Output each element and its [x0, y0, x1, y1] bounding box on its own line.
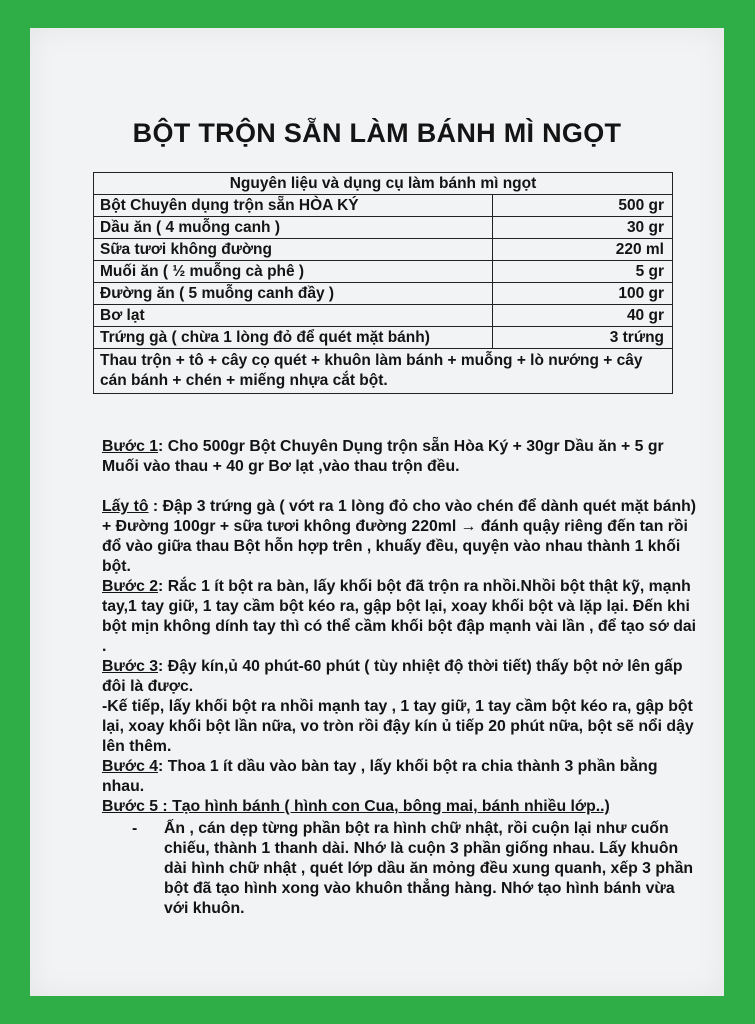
table-row-tools: [94, 349, 673, 394]
step-2: [102, 577, 702, 657]
step-3-continued: -Kế tiếp, lấy khối bột ra nhồi mạnh tay , 1 tay giữ, 1 tay cầm bột kéo ra, gập bột lại, xoay khối bột lần nữa, vo tròn rồi đậy kín ủ tiếp 20 phút nữa, bột sẽ nổi dậy lên thêm.: [102, 698, 694, 755]
document-page: [30, 28, 724, 996]
lay-to-text: : Đập 3 trứng gà ( vớt ra 1 lòng đỏ cho vào chén để dành quét mặt bánh) + Đường 100gr + sữa tươi không đường 220ml → đánh quậy riêng đến tan rồi đổ vào giữa thau Bột hỗn hợp trên , khuấy đều, quyện vào nhau thành 1 khối bột.: [102, 498, 697, 575]
step-4-label: Bước 4: [102, 758, 159, 775]
ingredient-qty: 30 gr: [493, 217, 673, 239]
ingredient-name: Đường ăn ( 5 muỗng canh đầy ): [94, 283, 493, 305]
step-lay-to: [102, 497, 702, 577]
ingredient-name: Bột Chuyên dụng trộn sẵn HÒA KÝ: [94, 195, 493, 217]
ingredient-name: Muối ăn ( ½ muỗng cà phê ): [94, 261, 493, 283]
ingredient-qty: 5 gr: [493, 261, 673, 283]
table-header-row: [94, 173, 673, 195]
instructions: [102, 437, 702, 919]
ingredient-name: Sữa tươi không đường: [94, 239, 493, 261]
table-row: [94, 239, 673, 261]
ingredient-qty: 3 trứng: [493, 327, 673, 349]
table-row: [94, 261, 673, 283]
page-title: BỘT TRỘN SẴN LÀM BÁNH MÌ NGỌT: [132, 118, 622, 148]
bullet-dash: -: [132, 820, 138, 837]
ingredients-table: [93, 172, 673, 394]
ingredient-qty: 220 ml: [493, 239, 673, 261]
step-5-heading: Bước 5 : Tạo hình bánh ( hình con Cua, bông mai, bánh nhiều lớp..): [102, 798, 610, 815]
step-3-label: Bước 3: [102, 658, 159, 675]
step-2-label: Bước 2: [102, 578, 159, 595]
tools-list: Thau trộn + tô + cây cọ quét + khuôn làm bánh + muỗng + lò nướng + cây cán bánh + chén + miếng nhựa cắt bột.: [94, 349, 673, 394]
table-row: [94, 305, 673, 327]
list-item: [102, 819, 702, 919]
lay-to-label: Lấy tô: [102, 498, 149, 515]
ingredient-name: Trứng gà ( chừa 1 lòng đỏ để quét mặt bánh): [94, 327, 493, 349]
table-row: [94, 217, 673, 239]
step-3-text: : Đậy kín,ủ 40 phút-60 phút ( tùy nhiệt độ thời tiết) thấy bột nở lên gấp đôi là được.: [102, 658, 683, 695]
step-4: [102, 757, 702, 797]
step-5-bullet-text: Ấn , cán dẹp từng phần bột ra hình chữ nhật, rồi cuộn lại như cuốn chiếu, thành 1 thanh dài. Nhớ là cuộn 3 phần giống nhau. Lấy khuôn dài hình chữ nhật , quét lớp dầu ăn mỏng đều xung quanh, xếp 3 phần bột đã tạo hình xong vào khuôn thẳng hàng. Nhớ tạo hình bánh vừa với khuôn.: [164, 820, 694, 917]
ingredient-name: Bơ lạt: [94, 305, 493, 327]
step-1-label: Bước 1: [102, 438, 159, 455]
table-row: [94, 195, 673, 217]
ingredient-qty: 100 gr: [493, 283, 673, 305]
step-4-text: : Thoa 1 ít dầu vào bàn tay , lấy khối bột ra chia thành 3 phần bằng nhau.: [102, 758, 658, 795]
step-3: [102, 657, 702, 697]
table-row: [94, 283, 673, 305]
step-1-text: : Cho 500gr Bột Chuyên Dụng trộn sẵn Hòa Ký + 30gr Dầu ăn + 5 gr Muối vào thau + 40 gr Bơ lạt ,vào thau trộn đều.: [102, 438, 664, 475]
ingredient-qty: 40 gr: [493, 305, 673, 327]
ingredient-qty: 500 gr: [493, 195, 673, 217]
step-2-text: : Rắc 1 ít bột ra bàn, lấy khối bột đã trộn ra nhồi.Nhồi bột thật kỹ, mạnh tay,1 tay giữ, 1 tay cầm bột kéo ra, gập bột lại, xoay khối bột và lặp lại. Đến khi bột mịn không dính tay thì có thể cầm khối bột đập mạnh vài lần , để tạo sớ dai .: [102, 578, 697, 655]
step-1: [102, 437, 702, 477]
ingredient-name: Dầu ăn ( 4 muỗng canh ): [94, 217, 493, 239]
table-header: Nguyên liệu và dụng cụ làm bánh mì ngọt: [94, 173, 673, 195]
table-row: [94, 327, 673, 349]
